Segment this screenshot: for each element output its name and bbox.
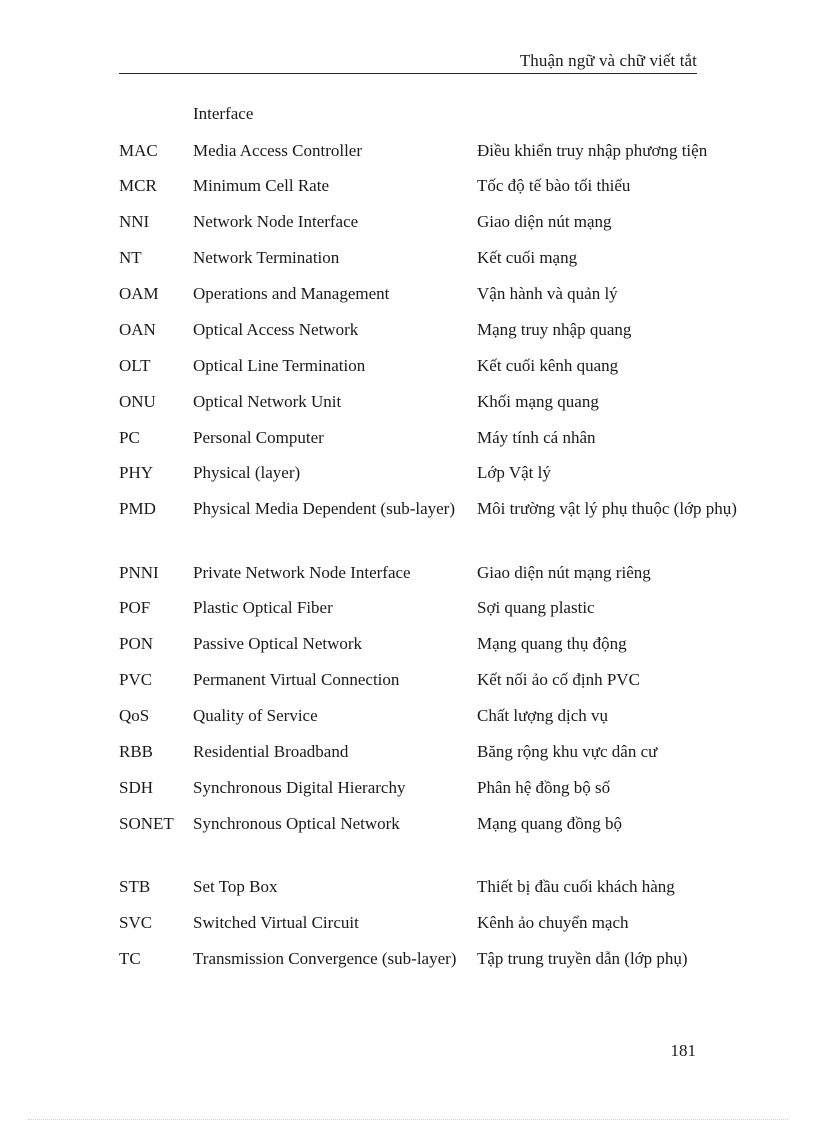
abbreviation: PMD (119, 499, 156, 518)
english-term: Optical Access Network (193, 320, 359, 339)
english-term: Personal Computer (193, 428, 324, 447)
vietnamese-term: Mạng quang thụ động (477, 634, 627, 653)
english-term: Physical Media Dependent (sub-layer) (193, 499, 455, 518)
abbreviation: TC (119, 949, 141, 968)
abbreviation: SONET (119, 814, 174, 833)
english-term: Transmission Convergence (sub-layer) (193, 949, 457, 968)
abbreviation: NNI (119, 212, 150, 231)
vietnamese-term: Vận hành và quản lý (477, 284, 618, 303)
vietnamese-term: Kết cuối mạng (477, 248, 578, 267)
abbreviation: RBB (119, 742, 154, 761)
abbreviation: ONU (119, 392, 156, 411)
english-term: Interface (193, 104, 254, 123)
abbreviation: PVC (119, 670, 153, 689)
english-term: Plastic Optical Fiber (193, 598, 333, 617)
english-term: Quality of Service (193, 706, 318, 725)
abbreviation: SVC (119, 913, 153, 932)
abbreviation: STB (119, 877, 151, 896)
vietnamese-term: Điều khiển truy nhập phương tiện (477, 141, 708, 160)
abbreviation: MAC (119, 141, 158, 160)
vietnamese-term: Máy tính cá nhân (477, 428, 596, 447)
vietnamese-term: Băng rộng khu vực dân cư (477, 742, 658, 761)
abbreviation: OAN (119, 320, 156, 339)
header-rule (119, 73, 697, 74)
abbreviation: POF (119, 598, 151, 617)
vietnamese-term: Kênh ảo chuyển mạch (477, 913, 629, 932)
vietnamese-term: Lớp Vật lý (477, 463, 551, 482)
english-term: Optical Network Unit (193, 392, 342, 411)
vietnamese-term: Mạng truy nhập quang (477, 320, 632, 339)
abbreviation: PON (119, 634, 154, 653)
vietnamese-term: Chất lượng dịch vụ (477, 706, 609, 725)
english-term: Switched Virtual Circuit (193, 913, 359, 932)
abbreviation: PC (119, 428, 140, 447)
english-term: Physical (layer) (193, 463, 301, 482)
abbreviation: OLT (119, 356, 151, 375)
abbreviation: SDH (119, 778, 154, 797)
vietnamese-term: Môi trường vật lý phụ thuộc (lớp phụ) (477, 499, 737, 518)
english-term: Permanent Virtual Connection (193, 670, 400, 689)
english-term: Optical Line Termination (193, 356, 366, 375)
vietnamese-term: Tốc độ tế bào tối thiểu (477, 176, 631, 195)
vietnamese-term: Sợi quang plastic (477, 598, 595, 617)
english-term: Synchronous Optical Network (193, 814, 400, 833)
abbreviation: PHY (119, 463, 154, 482)
vietnamese-term: Phân hệ đồng bộ số (477, 778, 611, 797)
english-term: Residential Broadband (193, 742, 349, 761)
abbreviation: QoS (119, 706, 150, 725)
footer-divider (28, 1119, 788, 1120)
english-term: Network Node Interface (193, 212, 359, 231)
abbreviation: OAM (119, 284, 159, 303)
english-term: Synchronous Digital Hierarchy (193, 778, 406, 797)
english-term: Passive Optical Network (193, 634, 363, 653)
english-term: Minimum Cell Rate (193, 176, 329, 195)
vietnamese-term: Kết nối ảo cố định PVC (477, 670, 640, 689)
vietnamese-term: Khối mạng quang (477, 392, 599, 411)
abbreviation: PNNI (119, 563, 159, 582)
page-number: 181 (670, 1041, 696, 1060)
running-header: Thuận ngữ và chữ viết tắt (519, 51, 697, 70)
english-term: Private Network Node Interface (193, 563, 411, 582)
english-term: Set Top Box (193, 877, 278, 896)
abbreviation: NT (119, 248, 142, 267)
english-term: Media Access Controller (193, 141, 363, 160)
vietnamese-term: Giao diện nút mạng (477, 212, 612, 231)
english-term: Operations and Management (193, 284, 390, 303)
vietnamese-term: Tập trung truyền dẫn (lớp phụ) (477, 949, 688, 968)
vietnamese-term: Kết cuối kênh quang (477, 356, 619, 375)
vietnamese-term: Mạng quang đồng bộ (477, 814, 622, 833)
vietnamese-term: Thiết bị đầu cuối khách hàng (477, 877, 675, 896)
abbreviation: MCR (119, 176, 157, 195)
english-term: Network Termination (193, 248, 340, 267)
vietnamese-term: Giao diện nút mạng riêng (477, 563, 651, 582)
